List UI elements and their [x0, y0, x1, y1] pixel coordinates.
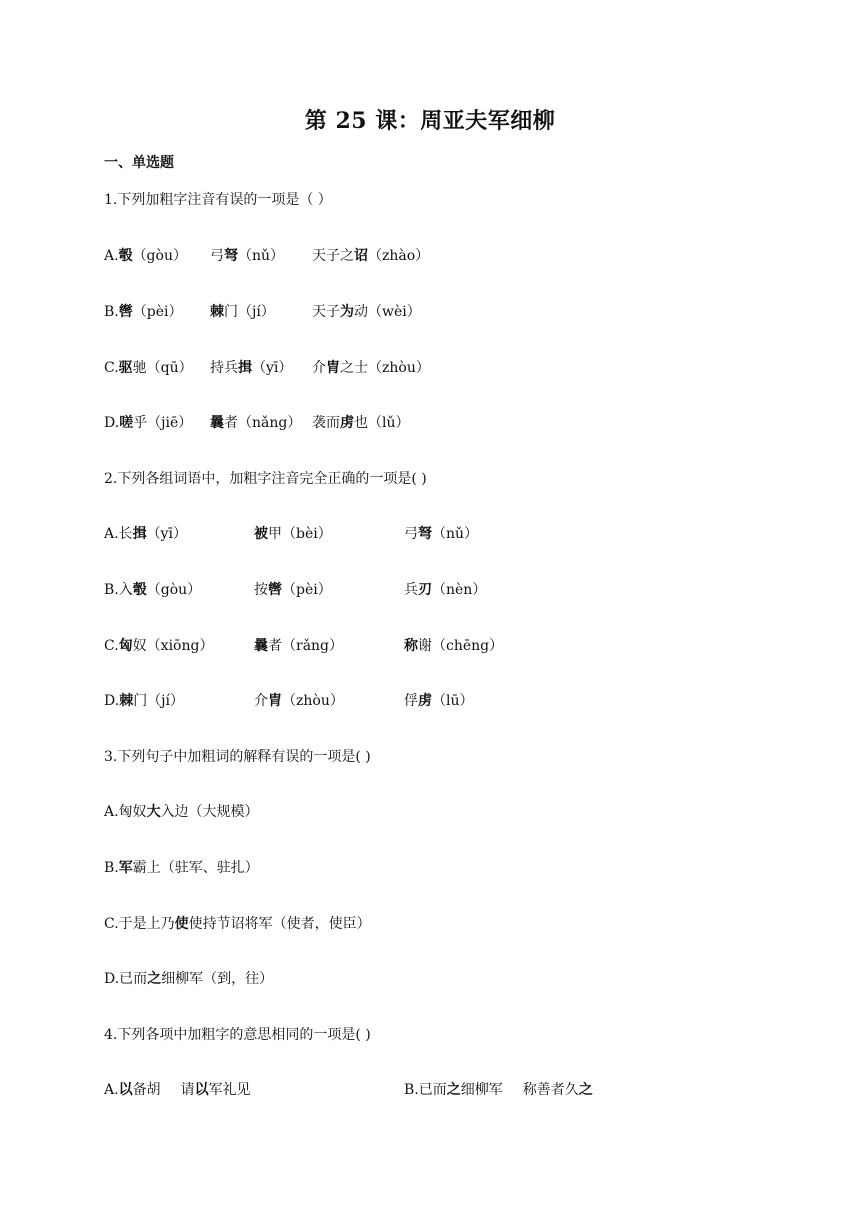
question-2-option-c: C.匈奴（xiōng） 曩者（rǎng） 称谢（chēng）: [104, 638, 504, 654]
question-3-option-c: C.于是上乃使使持节诏将军（使者，使臣）: [104, 916, 371, 932]
question-3-option-a: A.匈奴大入边（大规模）: [104, 804, 259, 820]
page-title: 第 25 课：周亚夫军细柳: [304, 108, 556, 134]
question-4-stem: 4.下列各项中加粗字的意思相同的一项是( ): [104, 1027, 371, 1043]
question-2-option-d: D.棘门（jí） 介胄（zhòu） 俘虏（lū）: [104, 693, 474, 709]
question-2-option-b: B.入彀（gòu） 按辔（pèi） 兵刃（nèn）: [104, 582, 487, 598]
question-3-stem: 3.下列句子中加粗词的解释有误的一项是( ): [104, 749, 371, 765]
question-3-option-b: B.军霸上（驻军、驻扎）: [104, 860, 259, 876]
question-3-option-d: D.已而之细柳军（到，往）: [104, 971, 274, 987]
question-4-option-b: B.已而之细柳军 称善者久之: [404, 1082, 593, 1098]
question-1-option-a: A.彀（gòu） 弓弩（nǔ） 天子之诏（zhào）: [104, 248, 430, 264]
question-1-option-c: C.驱驰（qū） 持兵揖（yī） 介胄之士（zhòu）: [104, 360, 430, 376]
question-4-options-row: [104, 1080, 593, 1100]
question-1-stem: 1.下列加粗字注音有误的一项是（ ）: [104, 192, 332, 208]
question-2-option-a: A.长揖（yī） 被甲（bèi） 弓弩（nǔ）: [104, 526, 479, 542]
question-1-option-b: B.辔（pèi） 棘门（jí） 天子为动（wèi）: [104, 304, 421, 320]
question-1-option-d: D.嗟乎（jiē） 曩者（nǎng） 袭而虏也（lǔ）: [104, 415, 410, 431]
section-heading: 一、单选题: [104, 155, 174, 171]
question-4-option-a: A.以备胡 请以军礼见: [104, 1082, 251, 1098]
question-2-stem: 2.下列各组词语中，加粗字注音完全正确的一项是( ): [104, 471, 427, 487]
